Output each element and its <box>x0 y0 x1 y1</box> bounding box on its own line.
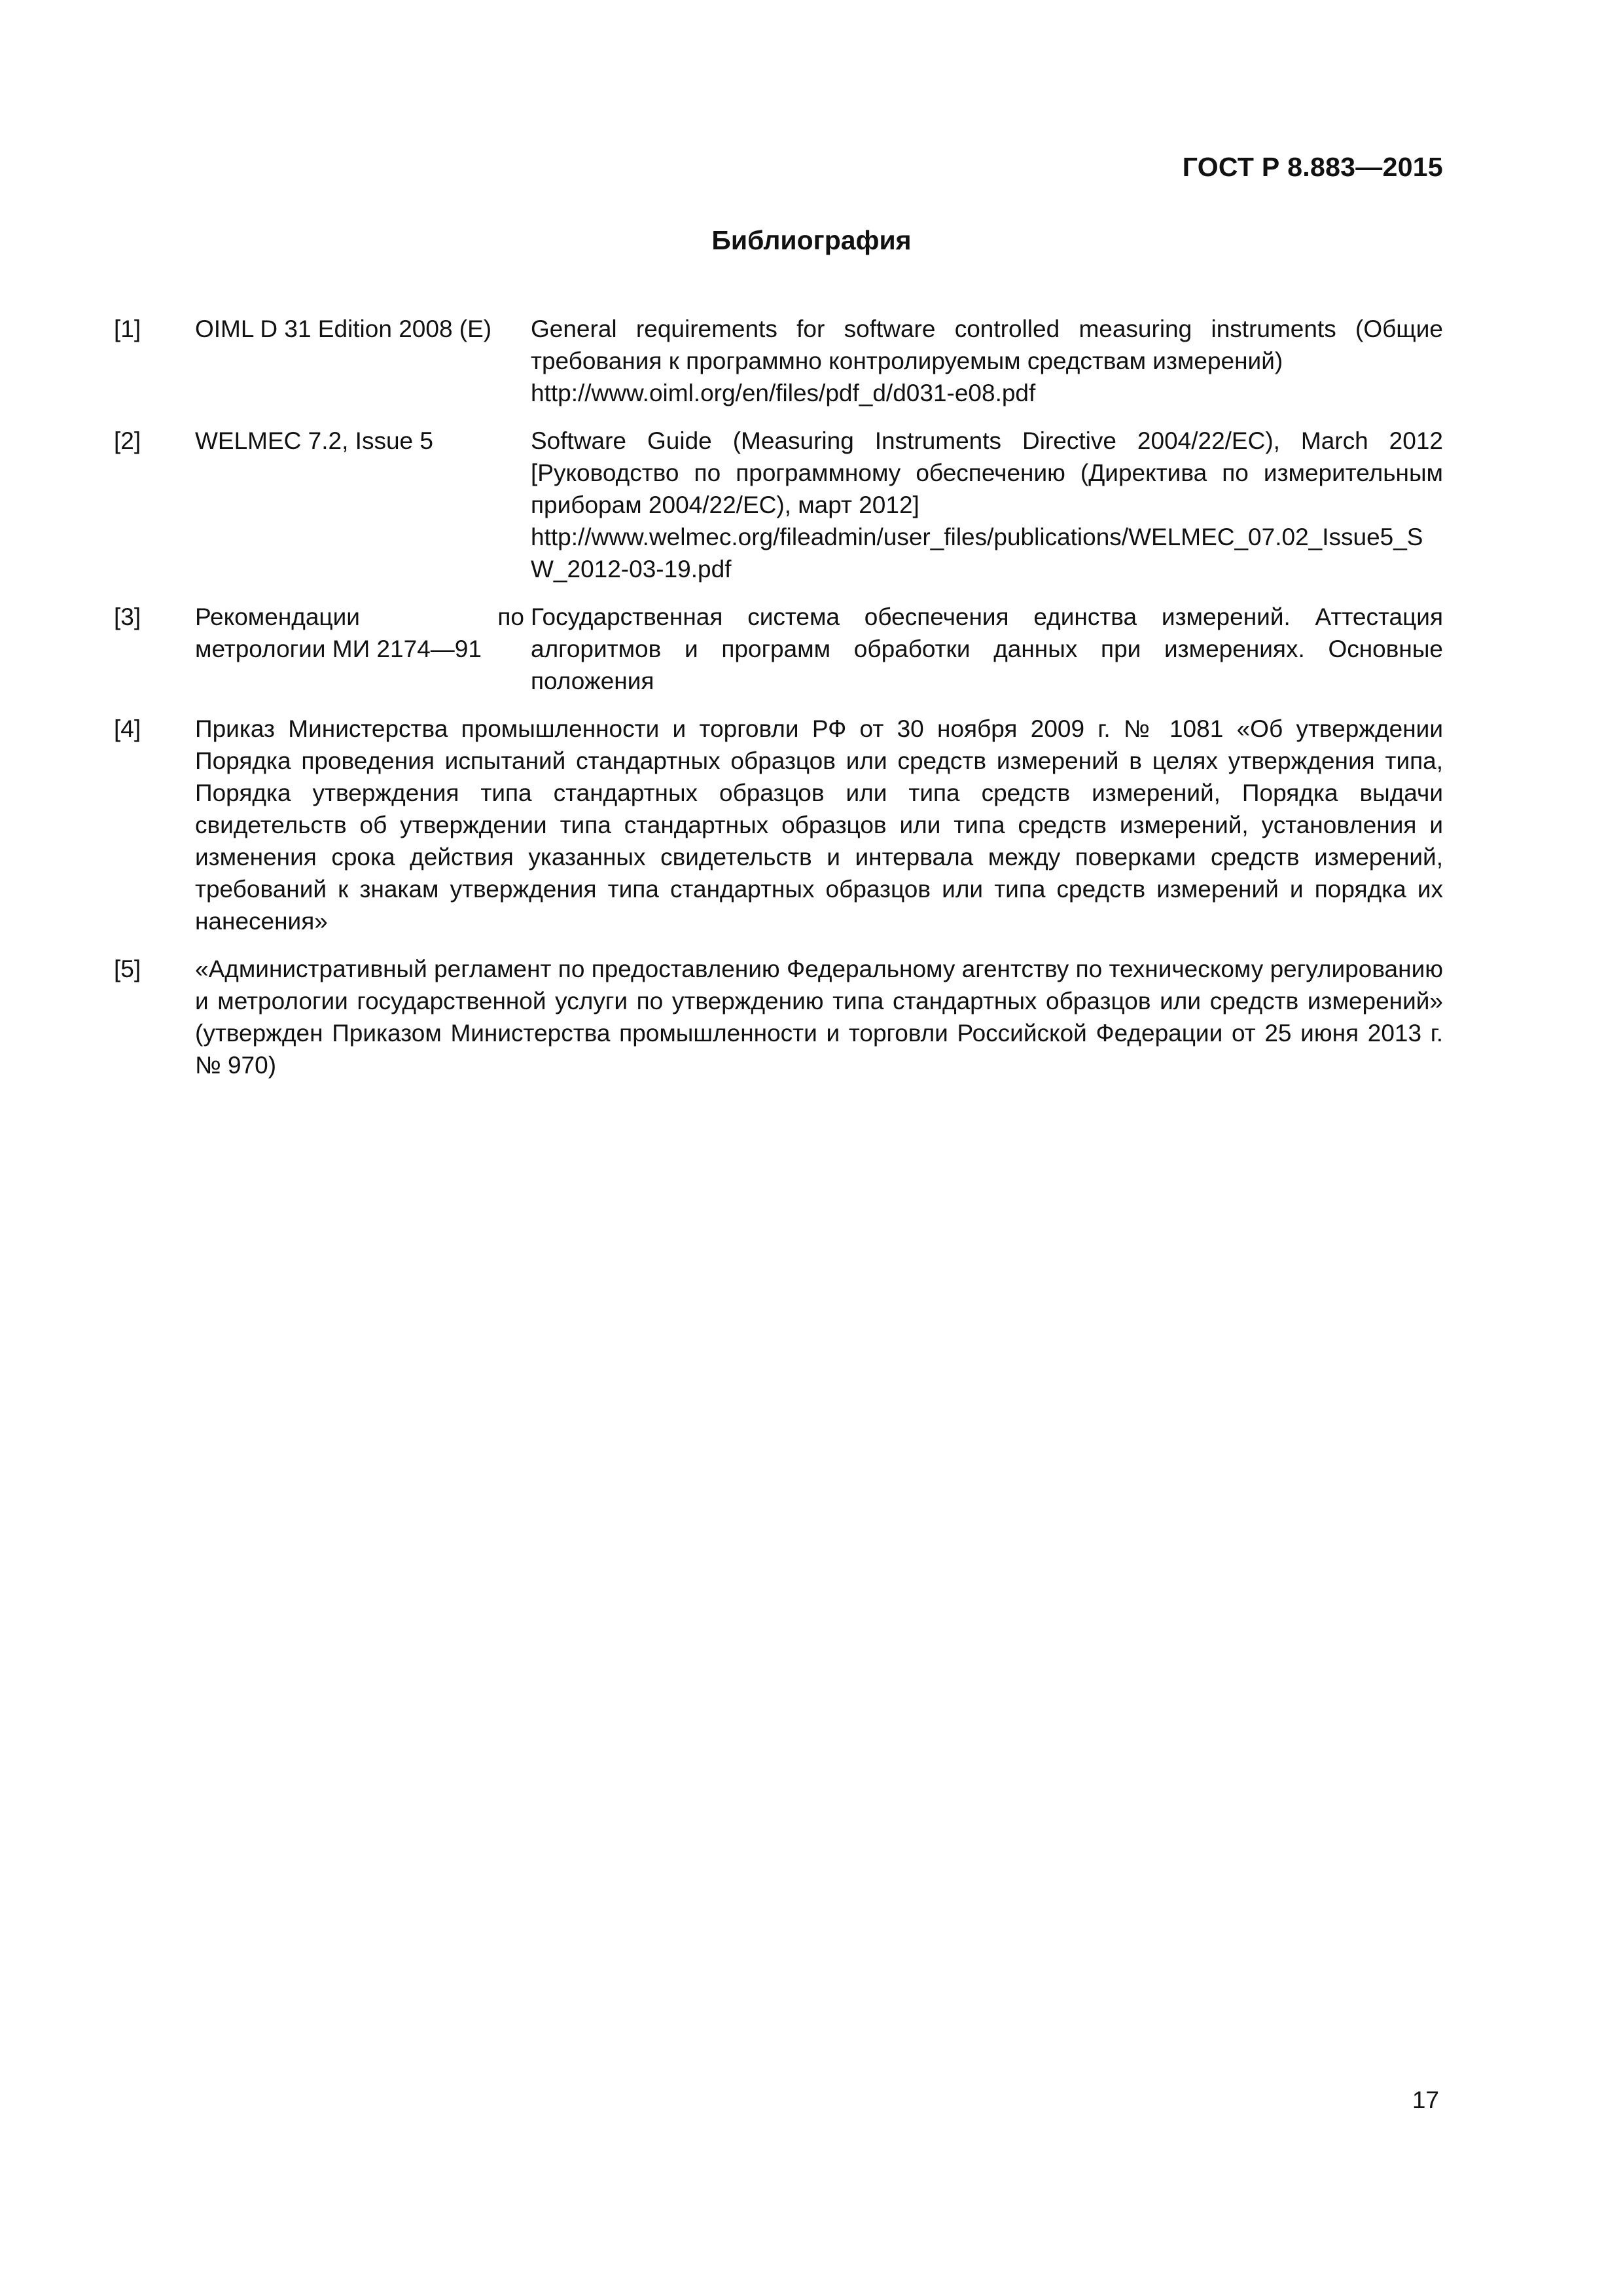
reference-source: OIML D 31 Edition 2008 (E) <box>195 315 492 342</box>
reference-number: [1] <box>114 315 141 342</box>
reference-item-3 <box>114 601 1443 697</box>
reference-text: «Административный регламент по предоставлению Федеральному агентству по техническому регулированию и метрологии государственной услуги по утверждению типа стандартных образцов или средств измерений» (утвержден Приказом Министерства промышленности и торговли Российской Федерации от 25 июня 2013 г. № 970) <box>195 956 1443 1079</box>
reference-description <box>531 313 1443 409</box>
reference-description <box>531 425 1443 585</box>
reference-item-5 <box>114 953 1443 1081</box>
bibliography-list <box>114 313 1443 1097</box>
section-title: Библиография <box>711 225 912 255</box>
reference-description-text: General requirements for software controlled measuring instruments (Общие требования к программно контролируемым средствам измерений) <box>531 315 1443 374</box>
reference-url[interactable]: http://www.oiml.org/en/files/pdf_d/d031-e08.pdf <box>531 380 1036 406</box>
reference-description: Государственная система обеспечения единства измерений. Аттестация алгоритмов и программ обработки данных при измерениях. Основные положения <box>531 603 1443 694</box>
reference-url[interactable]: http://www.welmec.org/fileadmin/user_files/publications/WELMEC_07.02_Issue5_SW_2012-03-19.pdf <box>531 524 1423 583</box>
reference-number: [4] <box>114 715 141 742</box>
reference-description-text: Software Guide (Measuring Instruments Directive 2004/22/EC), March 2012 [Руководство по программному обеспечению (Директива по измерительным приборам 2004/22/EC), март 2012] <box>531 427 1443 518</box>
reference-item-1 <box>114 313 1443 409</box>
reference-item-2 <box>114 425 1443 585</box>
document-code: ГОСТ Р 8.883—2015 <box>1182 152 1443 182</box>
reference-number: [5] <box>114 956 141 982</box>
reference-item-4 <box>114 713 1443 937</box>
reference-text: Приказ Министерства промышленности и торговли РФ от 30 ноября 2009 г. № 1081 «Об утверждении Порядка проведения испытаний стандартных образцов или средств измерений в целях утверждения типа, Порядка утверждения типа стандартных образцов или типа средств измерений, Порядка выдачи свидетельств об утверждении типа стандартных образцов или типа средств измерений, установления и изменения срока действия указанных свидетельств и интервала между поверками средств измерений, требований к знакам утверждения типа стандартных образцов или типа средств измерений и порядка их нанесения» <box>195 715 1443 935</box>
reference-number: [3] <box>114 603 141 630</box>
reference-source: Рекомендации по метрологии МИ 2174—91 <box>195 603 524 662</box>
page-number: 17 <box>1412 2087 1439 2113</box>
reference-number: [2] <box>114 427 141 454</box>
reference-source: WELMEC 7.2, Issue 5 <box>195 427 433 454</box>
